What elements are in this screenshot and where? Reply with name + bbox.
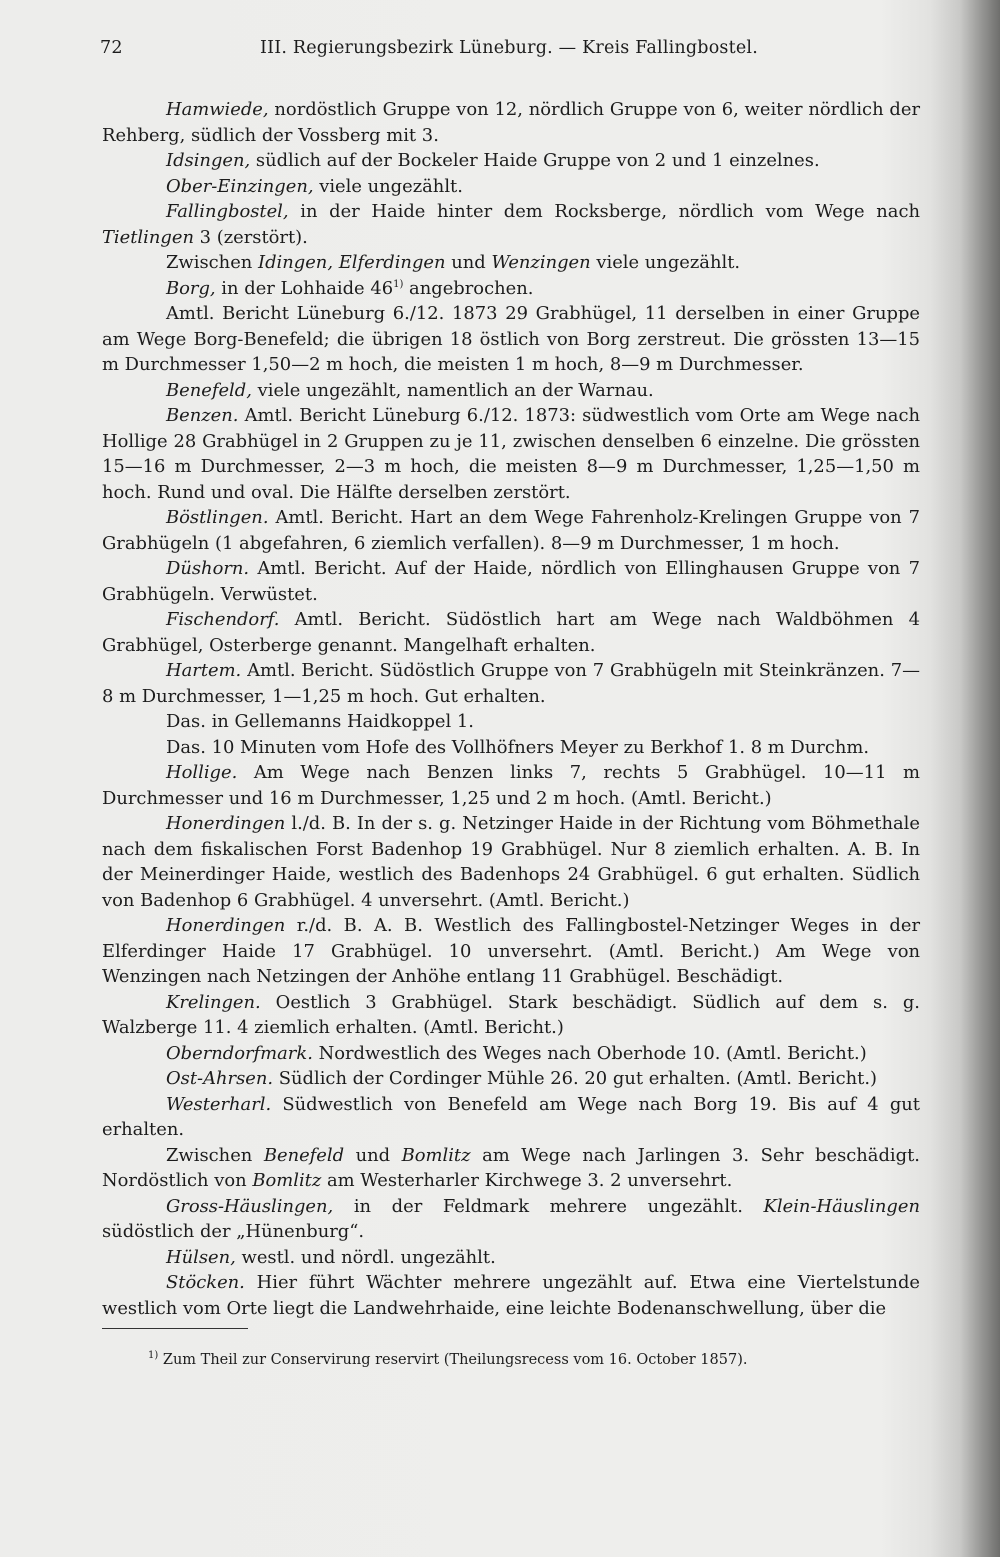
entry-text: Amtl. Bericht. Südöstlich hart am Wege nach Waldböhmen 4 Grabhügel, Osterberge genannt. Mangelhaft erhalten. <box>102 609 920 656</box>
entry-text: in der Lohhaide 46 <box>215 277 394 299</box>
entry-text: in der Haide hinter dem Rocksberge, nördlich vom Wege nach <box>288 201 920 222</box>
entry-paragraph <box>102 199 920 250</box>
page-number: 72 <box>100 38 123 58</box>
entry-paragraph <box>102 148 920 174</box>
entry-text: am Westerharler Kirchwege 3. 2 unversehrt. <box>321 1170 733 1191</box>
entry-paragraph <box>102 97 920 148</box>
place-name: Hartem. <box>166 660 242 681</box>
entry-paragraph <box>102 607 920 658</box>
entry-paragraph <box>102 378 920 404</box>
entry-paragraph <box>102 174 920 200</box>
place-name: Bomlitz <box>401 1144 471 1166</box>
entry-text: 3 (zerstört). <box>193 226 308 248</box>
entry-paragraph <box>102 811 920 913</box>
entry-paragraph <box>102 301 920 378</box>
entry-paragraph <box>102 658 920 709</box>
entry-text: und <box>344 1144 402 1166</box>
entry-text: Amtl. Bericht. Hart an dem Wege Fahrenholz-Krelingen Gruppe von 7 Grabhügeln (1 abgefahren, 6 ziemlich verfallen). 8—9 m Durchmesser, 1 m hoch. <box>102 507 920 554</box>
entry-text: l./d. B. In der s. g. Netzinger Haide in der Richtung vom Böhmethale nach dem fiskalischen Forst Badenhop 19 Grabhügel. Nur 8 ziemlich erhalten. A. B. In der Meinerdinger Haide, westlich des Badenhops 24 Grabhügel. 6 gut erhalten. Südlich von Badenhop 6 Grabhügel. 4 unversehrt. (Amtl. Bericht.) <box>102 813 920 911</box>
entry-paragraph <box>102 990 920 1041</box>
entry-paragraph <box>102 1092 920 1143</box>
entry-paragraph <box>102 1270 920 1321</box>
place-name: Ost-Ahrsen. <box>166 1068 274 1089</box>
entry-paragraph <box>102 1143 920 1194</box>
place-name: Westerharl. <box>166 1093 272 1115</box>
entry-paragraph <box>102 403 920 505</box>
entry-pretext: Zwischen <box>166 1144 264 1166</box>
body-text <box>102 97 920 1321</box>
place-name: Düshorn. <box>166 558 250 579</box>
place-name: Honerdingen <box>166 915 286 936</box>
entry-text: und <box>445 252 492 273</box>
footnote-marker: 1) <box>148 1350 159 1362</box>
place-name: Benzen. <box>166 405 239 426</box>
entry-text: westl. und nördl. ungezählt. <box>235 1246 496 1268</box>
place-name: Fischendorf. <box>166 609 280 630</box>
footnote-text: Zum Theil zur Conservirung reservirt (Theilungsrecess vom 16. October 1857). <box>158 1352 748 1368</box>
entry-paragraph <box>102 735 920 761</box>
entry-text: Amtl. Bericht. Auf der Haide, nördlich von Ellinghausen Gruppe von 7 Grabhügeln. Verwüstet. <box>102 558 920 605</box>
entry-text: südlich auf der Bockeler Haide Gruppe von 2 und 1 einzelnes. <box>250 150 820 171</box>
footnote-reference: 1) <box>393 278 404 290</box>
entry-paragraph <box>102 1245 920 1271</box>
footnote <box>148 1350 908 1370</box>
place-name: Krelingen. <box>166 991 261 1013</box>
entry-text: Nordwestlich des Weges nach Oberhode 10. (Amtl. Bericht.) <box>312 1042 867 1064</box>
running-title: III. Regierungsbezirk Lüneburg. — Kreis Fallingbostel. <box>260 38 758 58</box>
entry-text: viele ungezählt, namentlich an der Warnau. <box>251 379 654 401</box>
place-name: Ober-Einzingen, <box>166 175 314 197</box>
entry-paragraph <box>102 556 920 607</box>
place-name: Honerdingen <box>166 813 286 834</box>
place-name: Wenzingen <box>491 252 591 273</box>
place-name: Benefeld <box>263 1144 345 1166</box>
place-name: Hamwiede, <box>166 99 269 120</box>
place-name: Hollige. <box>166 762 238 783</box>
entry-paragraph <box>102 709 920 735</box>
entry-text: am Wege nach Jarlingen 3. Sehr beschädigt. Nordöstlich von <box>102 1144 920 1191</box>
entry-text: Oestlich 3 Grabhügel. Stark beschädigt. Südlich auf dem s. g. Walzberge 11. 4 ziemlich erhalten. (Amtl. Bericht.) <box>102 991 920 1038</box>
entry-text: Südlich der Cordinger Mühle 26. 20 gut erhalten. (Amtl. Bericht.) <box>273 1068 878 1089</box>
entry-text: Hier führt Wächter mehrere ungezählt auf. Etwa eine Viertelstunde westlich vom Orte liegt die Landwehrhaide, eine leichte Bodenanschwellung, über die <box>102 1272 920 1319</box>
entry-paragraph <box>102 250 920 276</box>
entry-paragraph <box>102 1041 920 1067</box>
place-name: Hülsen, <box>166 1246 236 1268</box>
entry-text: südöstlich der „Hünenburg“. <box>102 1221 365 1242</box>
entry-paragraph <box>102 913 920 990</box>
place-name: Böstlingen. <box>166 507 269 528</box>
place-name: Oberndorfmark. <box>166 1042 313 1064</box>
place-name: Stöcken. <box>166 1272 245 1293</box>
entry-pretext: Amtl. Bericht Lüneburg 6./12. 1873 29 Grabhügel, 11 derselben in einer Gruppe am Wege Borg-Benefeld; die übrigen 18 östlich von Borg zerstreut. Die grössten 13—15 m Durchmesser 1,50—2 m hoch, die meisten 1 m hoch, 8—9 m Durchmesser. <box>102 303 920 375</box>
footnote-rule <box>102 1328 248 1329</box>
entry-pretext: Zwischen <box>166 252 258 273</box>
entry-text: Amtl. Bericht. Südöstlich Gruppe von 7 Grabhügeln mit Steinkränzen. 7—8 m Durchmesser, 1—1,25 m hoch. Gut erhalten. <box>102 660 920 707</box>
entry-paragraph <box>102 505 920 556</box>
entry-text: Amtl. Bericht Lüneburg 6./12. 1873: südwestlich vom Orte am Wege nach Hollige 28 Grabhügel in 2 Gruppen zu je 11, zwischen denselben 6 einzelne. Die grössten 15—16 m Durchmesser, 2—3 m hoch, die meisten 8—9 m Durchmesser, 1,25—1,50 m hoch. Rund und oval. Die Hälfte derselben zerstört. <box>102 405 920 503</box>
place-name: Gross-Häuslingen, <box>166 1195 334 1217</box>
entry-text: angebrochen. <box>403 277 534 299</box>
place-name: Idingen, Elferdingen <box>258 252 446 273</box>
place-name: Borg, <box>166 277 216 299</box>
entry-text: nordöstlich Gruppe von 12, nördlich Gruppe von 6, weiter nördlich der Rehberg, südlich der Vossberg mit 3. <box>102 99 920 146</box>
entry-text: r./d. B. A. B. Westlich des Fallingbostel-Netzinger Weges in der Elferdinger Haide 17 Grabhügel. 10 unversehrt. (Amtl. Bericht.) Am Wege von Wenzingen nach Netzingen der Anhöhe entlang 11 Grabhügel. Beschädigt. <box>102 915 920 987</box>
entry-text: Am Wege nach Benzen links 7, rechts 5 Grabhügel. 10—11 m Durchmesser und 16 m Durchmesser, 1,25 und 2 m hoch. (Amtl. Bericht.) <box>102 762 920 809</box>
entry-text: viele ungezählt. <box>313 175 463 197</box>
place-name: Klein-Häuslingen <box>763 1195 920 1217</box>
place-name: Idsingen, <box>166 150 251 171</box>
entry-text: viele ungezählt. <box>590 252 741 273</box>
place-name: Fallingbostel, <box>166 201 289 222</box>
entry-pretext: Das. 10 Minuten vom Hofe des Vollhöfners Meyer zu Berkhof 1. 8 m Durchm. <box>166 736 870 758</box>
entry-paragraph <box>102 1066 920 1092</box>
entry-paragraph <box>102 1194 920 1245</box>
entry-text: Südwestlich von Benefeld am Wege nach Borg 19. Bis auf 4 gut erhalten. <box>102 1093 920 1140</box>
entry-text: in der Feldmark mehrere ungezählt. <box>333 1195 764 1217</box>
place-name: Tietlingen <box>102 226 194 248</box>
entry-paragraph <box>102 276 920 302</box>
entry-paragraph <box>102 760 920 811</box>
place-name: Benefeld, <box>166 379 252 401</box>
place-name: Bomlitz <box>252 1170 322 1191</box>
entry-pretext: Das. in Gellemanns Haidkoppel 1. <box>166 711 474 732</box>
